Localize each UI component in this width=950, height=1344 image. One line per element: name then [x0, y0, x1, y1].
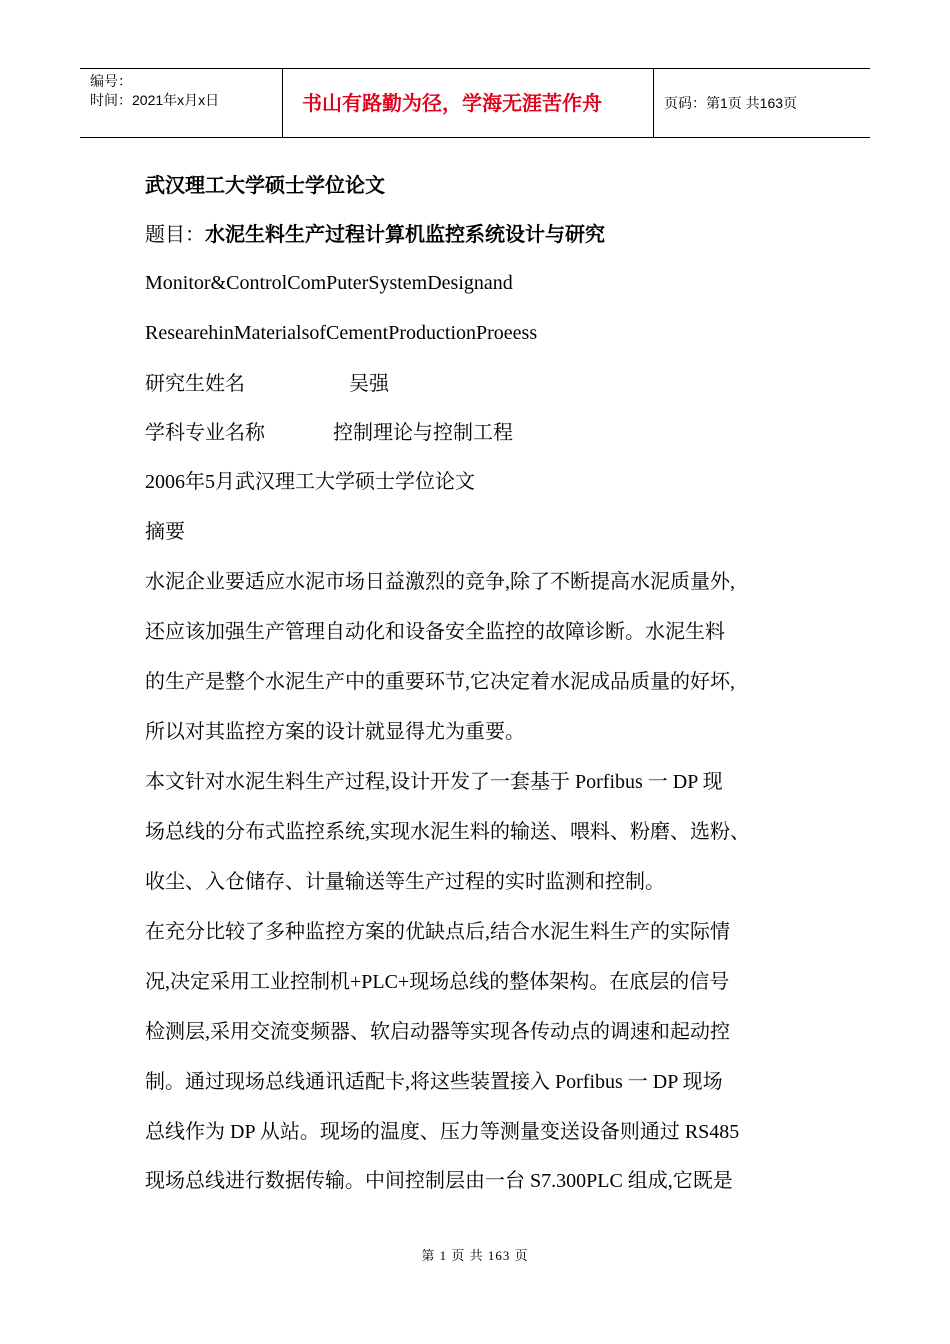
body-line: 还应该加强生产管理自动化和设备安全监控的故障诊断。水泥生料 — [145, 621, 725, 643]
student-label: 研究生姓名 — [145, 373, 245, 395]
topic-title: 水泥生料生产过程计算机监控系统设计与研究 — [205, 224, 605, 246]
english-title-line-1: Monitor&ControlComPuterSystemDesignand — [145, 272, 513, 294]
university-title: 武汉理工大学硕士学位论文 — [145, 175, 385, 197]
student-name-line — [145, 369, 389, 399]
body-line: 收尘、入仓储存、计量输送等生产过程的实时监测和控制。 — [145, 871, 665, 893]
body-line: 现场总线进行数据传输。中间控制层由一台 S7.300PLC 组成,它既是 — [145, 1170, 733, 1192]
body-line: 的生产是整个水泥生产中的重要环节,它决定着水泥成品质量的好坏, — [145, 671, 735, 693]
topic-label: 题目： — [145, 224, 205, 246]
body-line: 总线作为 DP 从站。现场的温度、压力等测量变送设备则通过 RS485 — [145, 1121, 740, 1143]
major-line — [145, 418, 513, 448]
header-meta — [80, 69, 282, 137]
page-footer: 第 1 页 共 163 页 — [421, 1248, 529, 1263]
body-line: 所以对其监控方案的设计就显得尤为重要。 — [145, 721, 525, 743]
time-label: 时间：2021年x月x日 — [90, 92, 220, 108]
page-header — [80, 68, 870, 138]
body-line: 水泥企业要适应水泥市场日益激烈的竞争,除了不断提高水泥质量外, — [145, 571, 735, 593]
body-line: 检测层,采用交流变频器、软启动器等实现各传动点的调速和起动控 — [145, 1021, 730, 1043]
body-line: 本文针对水泥生料生产过程,设计开发了一套基于 Porfibus 一 DP 现 — [145, 771, 723, 793]
date-line: 2006年5月武汉理工大学硕士学位论文 — [145, 471, 475, 493]
header-motto: 书山有路勤为径，学海无涯苦作舟 — [282, 69, 654, 137]
number-label: 编号： — [90, 73, 132, 89]
header-page-info: 页码：第1页 共163页 — [664, 95, 798, 111]
major-label: 学科专业名称 — [145, 422, 265, 444]
body-line: 制。通过现场总线通讯适配卡,将这些装置接入 Porfibus 一 DP 现场 — [145, 1071, 723, 1093]
english-title-line-2: ResearehinMaterialsofCementProductionProeess — [145, 322, 538, 344]
student-name: 吴强 — [349, 373, 389, 395]
abstract-heading: 摘要 — [145, 521, 185, 543]
major-name: 控制理论与控制工程 — [333, 422, 513, 444]
body-line: 况,决定采用工业控制机+PLC+现场总线的整体架构。在底层的信号 — [145, 971, 730, 993]
body-line: 场总线的分布式监控系统,实现水泥生料的输送、喂料、粉磨、选粉、 — [145, 821, 750, 843]
body-line: 在充分比较了多种监控方案的优缺点后,结合水泥生料生产的实际情 — [145, 921, 730, 943]
topic-line — [145, 220, 605, 250]
